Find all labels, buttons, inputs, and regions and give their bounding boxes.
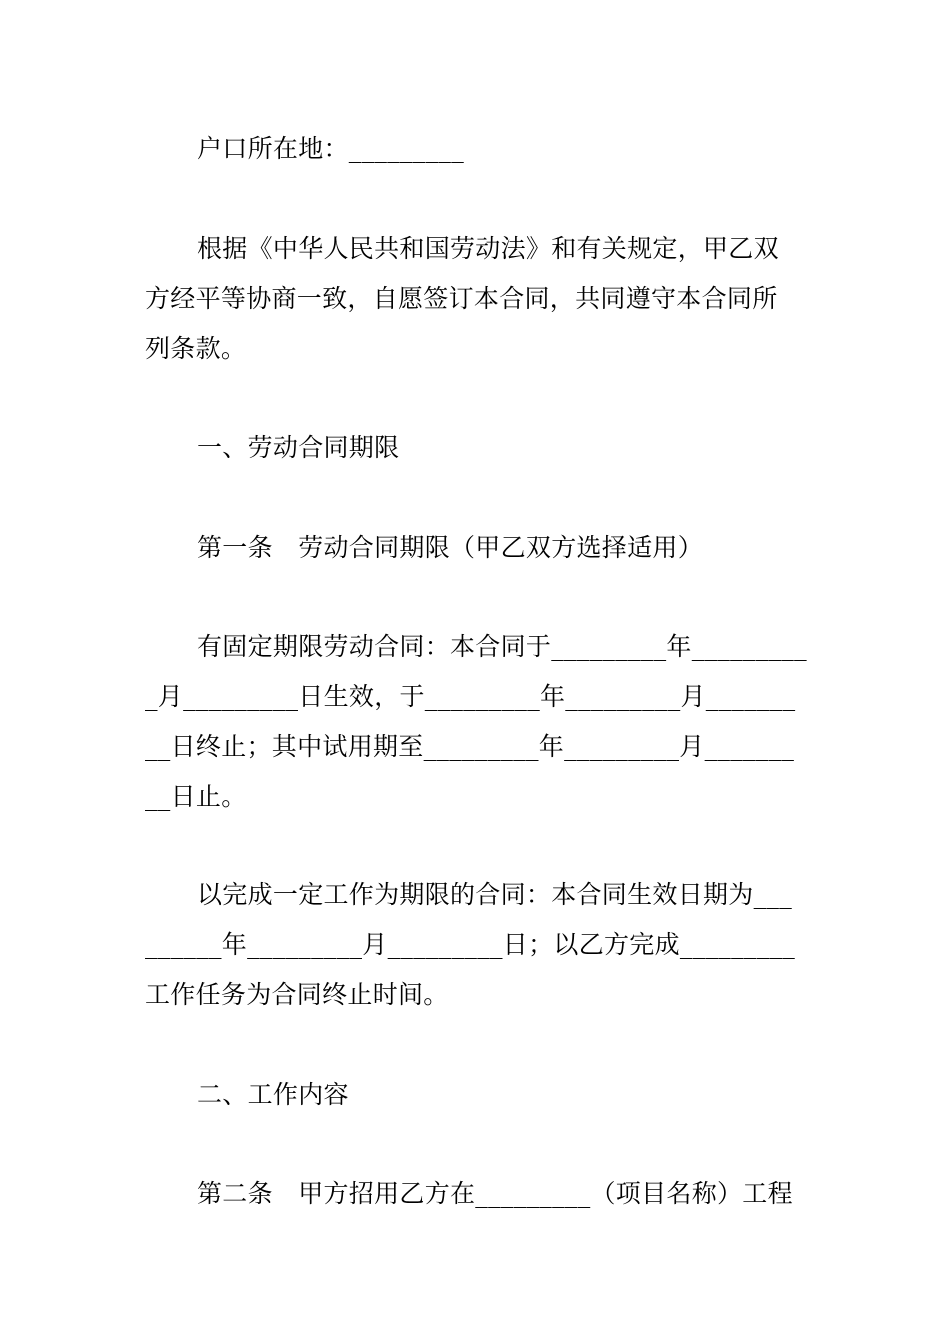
section-2-heading-text: 二、工作内容 xyxy=(197,1080,349,1109)
article-2-line-text: 第二条 甲方招用乙方在_________（项目名称）工程 xyxy=(197,1179,793,1208)
preamble-line-3: 列条款。 xyxy=(145,334,247,363)
residence-line-text: 户口所在地：_________ xyxy=(197,134,465,163)
fixed-term-line-3: __日终止；其中试用期至_________年_________月_______ xyxy=(145,732,795,761)
fixed-term-line-2: _月_________日生效，于_________年_________月_______ xyxy=(145,682,796,711)
fixed-term-paragraph xyxy=(145,622,807,822)
article-1-heading xyxy=(145,523,807,573)
residence-line xyxy=(145,124,807,174)
fixed-term-line-1: 有固定期限劳动合同：本合同于_________年_________ xyxy=(197,632,807,661)
task-term-line-3: 工作任务为合同终止时间。 xyxy=(145,980,449,1009)
preamble-paragraph xyxy=(145,224,807,374)
preamble-line-2: 方经平等协商一致，自愿签订本合同，共同遵守本合同所 xyxy=(145,284,778,313)
article-1-heading-text: 第一条 劳动合同期限（甲乙双方选择适用） xyxy=(197,533,704,562)
section-1-heading xyxy=(145,423,807,473)
preamble-line-1: 根据《中华人民共和国劳动法》和有关规定，甲乙双 xyxy=(197,234,779,263)
section-1-heading-text: 一、劳动合同期限 xyxy=(197,433,400,462)
task-term-line-2: ______年_________月_________日；以乙方完成_________ xyxy=(145,930,796,959)
section-2-heading xyxy=(145,1070,807,1120)
fixed-term-line-4: __日止。 xyxy=(145,782,247,811)
article-2-line xyxy=(145,1169,807,1219)
task-term-paragraph xyxy=(145,870,807,1020)
task-term-line-1: 以完成一定工作为期限的合同：本合同生效日期为___ xyxy=(197,880,793,909)
